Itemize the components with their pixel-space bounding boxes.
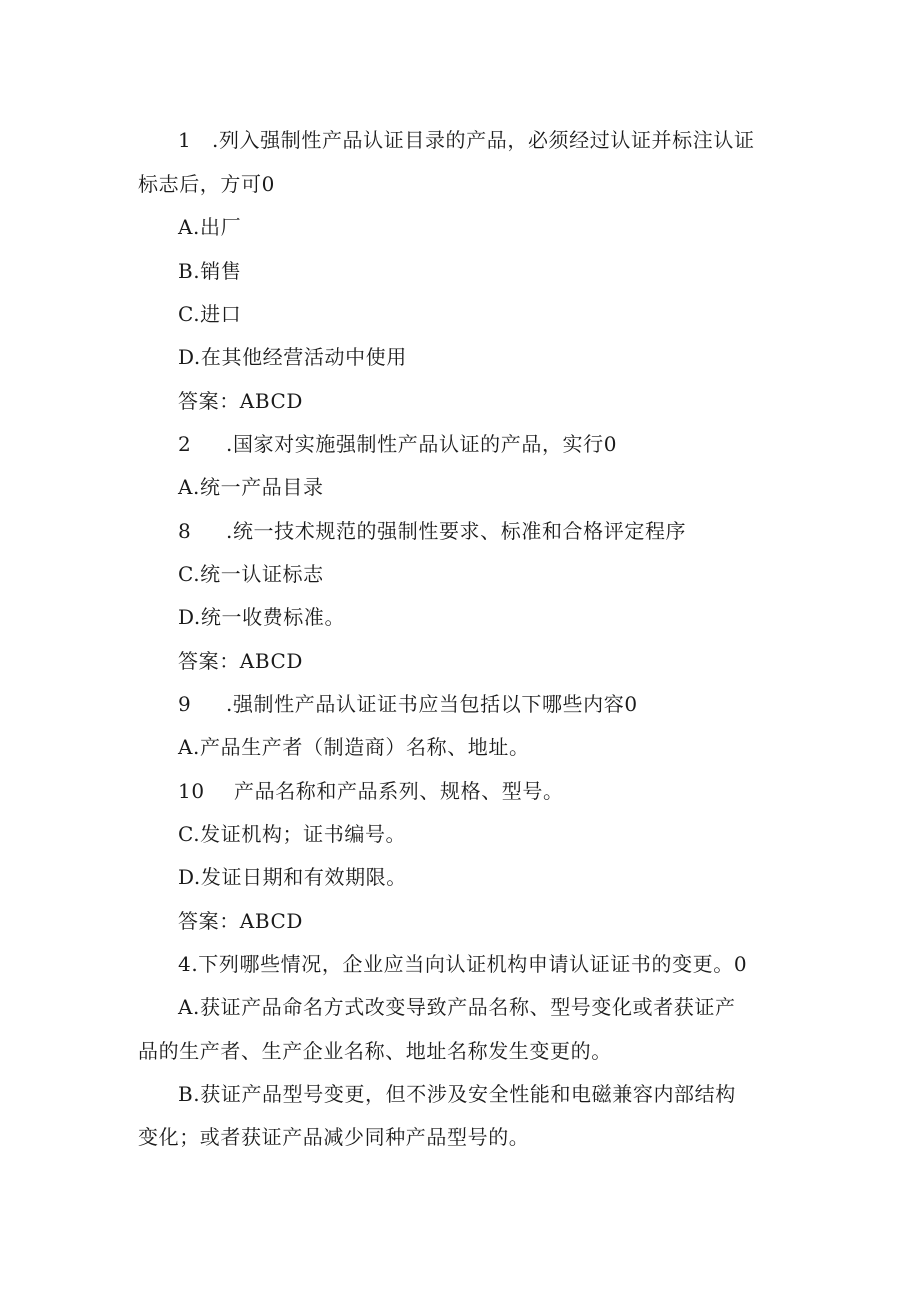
question-1-answer: 答案：ABCD: [178, 389, 304, 413]
question-2-option-b: [178, 518, 686, 544]
question-1-option-d: D.在其他经营活动中使用: [178, 345, 407, 369]
question-3-option-d: D.发证日期和有效期限。: [178, 865, 407, 889]
question-2-option-a: A.统一产品目录: [178, 475, 324, 499]
question-2-stem: [178, 431, 617, 457]
question-3-stem: [178, 691, 638, 717]
question-1-option-a: A.出厂: [178, 215, 242, 239]
question-number: 9: [178, 692, 192, 716]
question-number: 2: [178, 432, 192, 456]
option-text: 产品名称和产品系列、规格、型号。: [234, 779, 564, 803]
question-number: 1: [178, 128, 192, 152]
question-3-option-c: C.发证机构；证书编号。: [178, 822, 407, 846]
option-text: .统一技术规范的强制性要求、标准和合格评定程序: [226, 519, 687, 543]
question-text: .列入强制性产品认证目录的产品，必须经过认证并标注认证: [212, 128, 755, 152]
question-1-stem: [178, 127, 755, 153]
option-number: 8: [178, 519, 192, 543]
option-number: 10: [178, 779, 205, 803]
question-4-option-a-continued: 品的生产者、生产企业名称、地址名称发生变更的。: [138, 1039, 612, 1063]
question-text: .国家对实施强制性产品认证的产品，实行0: [226, 432, 618, 456]
question-1-option-b: B.销售: [178, 259, 242, 283]
question-2-option-d: D.统一收费标准。: [178, 605, 346, 629]
question-3-option-b: [178, 778, 564, 804]
question-3-option-a: A.产品生产者（制造商）名称、地址。: [178, 735, 530, 759]
question-1-stem-continued: 标志后，方可0: [138, 172, 275, 196]
question-4-stem: 4.下列哪些情况，企业应当向认证机构申请认证证书的变更。0: [178, 952, 748, 976]
question-4-option-a: A.获证产品命名方式改变导致产品名称、型号变化或者获证产: [178, 995, 736, 1019]
question-4-option-b: B.获证产品型号变更，但不涉及安全性能和电磁兼容内部结构: [178, 1082, 736, 1106]
question-1-option-c: C.进口: [178, 302, 242, 326]
question-2-answer: 答案：ABCD: [178, 649, 304, 673]
question-3-answer: 答案：ABCD: [178, 909, 304, 933]
question-2-option-c: C.统一认证标志: [178, 562, 324, 586]
question-text: .强制性产品认证证书应当包括以下哪些内容0: [226, 692, 638, 716]
question-4-option-b-continued: 变化；或者获证产品减少同种产品型号的。: [138, 1125, 530, 1149]
